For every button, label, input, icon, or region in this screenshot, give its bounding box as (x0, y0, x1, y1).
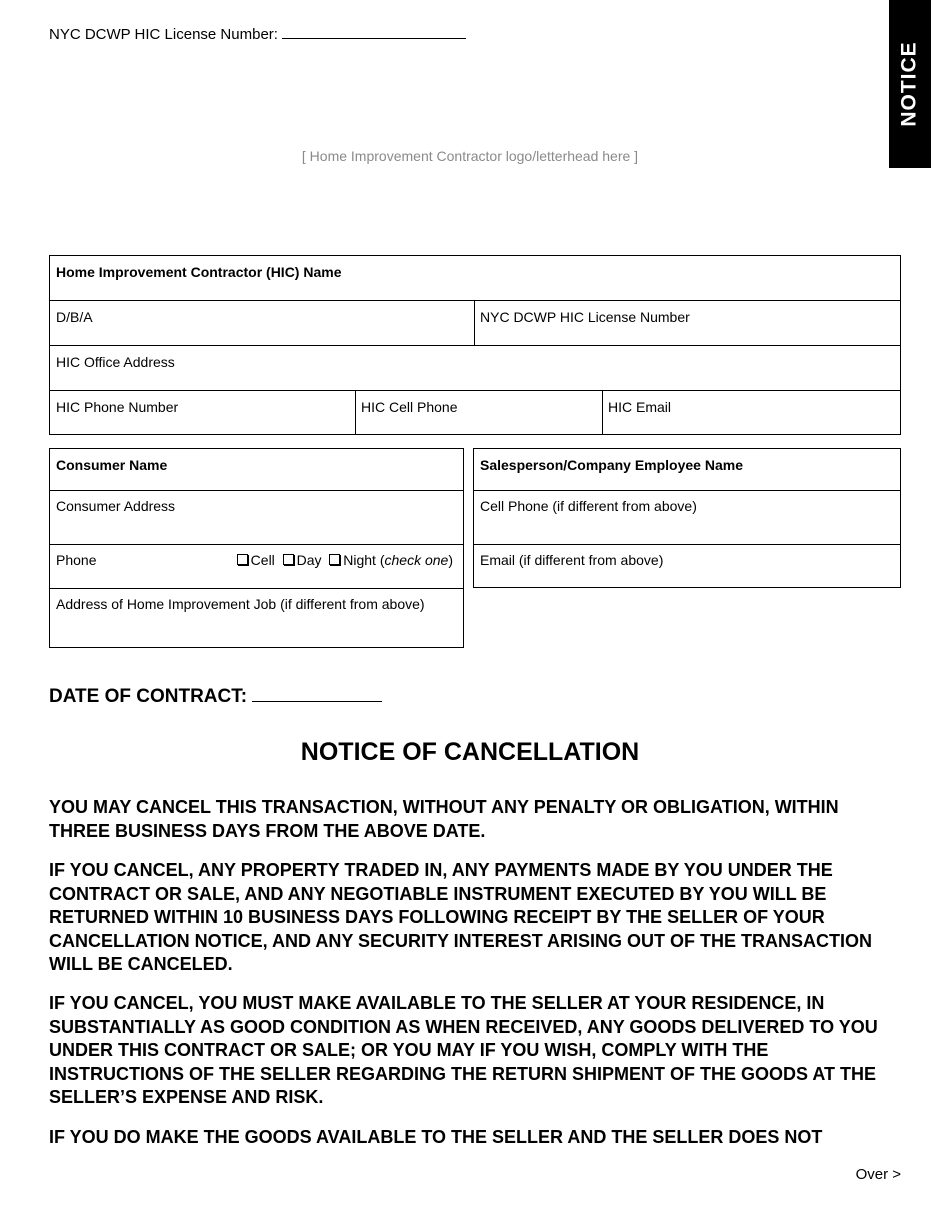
notice-tab (889, 0, 931, 168)
notice-tab-label: NOTICE (898, 41, 921, 127)
license-number-label: NYC DCWP HIC License Number: (49, 26, 278, 43)
over-page-indicator: Over > (855, 1166, 901, 1183)
salesperson-email-field[interactable]: Email (if different from above) (480, 552, 664, 568)
night-checkbox[interactable] (329, 554, 340, 565)
hic-office-address-field[interactable]: HIC Office Address (56, 354, 175, 370)
license-number-blank[interactable] (282, 38, 466, 39)
hic-email-field[interactable]: HIC Email (608, 399, 672, 415)
hic-phone-field[interactable]: HIC Phone Number (56, 399, 179, 415)
consumer-info-table (49, 448, 464, 648)
notice-paragraph-2: IF YOU CANCEL, ANY PROPERTY TRADED IN, ANY PAYMENTS MADE BY YOU UNDER THE CONTRACT OR SALE, AND ANY NEGOTIABLE INSTRUMENT EXECUTED BY YOU WILL BE RETURNED WITHIN 10 BUSINESS DAYS FOLLOWING RECEIPT BY THE SELLER OF YOUR CANCELLATION NOTICE, AND ANY SECURITY INTEREST ARISING OUT OF THE TRANSACTION WILL BE CANCELED. (49, 860, 873, 974)
consumer-address-field[interactable]: Consumer Address (56, 498, 176, 514)
salesperson-info-table (473, 448, 901, 588)
notice-paragraph-3: IF YOU CANCEL, YOU MUST MAKE AVAILABLE TO THE SELLER AT YOUR RESIDENCE, IN SUBSTANTIALLY AS GOOD CONDITION AS WHEN RECEIVED, ANY GOODS DELIVERED TO YOU UNDER THIS CONTRACT OR SALE; OR YOU MAY IF YOU WISH, COMPLY WITH THE INSTRUCTIONS OF THE SELLER REGARDING THE RETURN SHIPMENT OF THE GOODS AT THE SELLER’S EXPENSE AND RISK. (49, 993, 878, 1107)
check-one-close: ) (448, 552, 453, 568)
consumer-name-field[interactable]: Consumer Name (56, 457, 168, 473)
hic-info-table (49, 255, 901, 435)
cell-checkbox[interactable] (237, 554, 248, 565)
date-of-contract (49, 686, 382, 708)
notice-paragraph-1: YOU MAY CANCEL THIS TRANSACTION, WITHOUT ANY PENALTY OR OBLIGATION, WITHIN THREE BUSINESS DAYS FROM THE ABOVE DATE. (49, 797, 839, 841)
salesperson-cell-field[interactable]: Cell Phone (if different from above) (480, 498, 697, 514)
salesperson-name-field[interactable]: Salesperson/Company Employee Name (480, 457, 743, 473)
consumer-phone-field[interactable] (50, 544, 463, 588)
date-of-contract-blank[interactable] (252, 701, 382, 702)
day-checkbox[interactable] (283, 554, 294, 565)
hic-license-field[interactable]: NYC DCWP HIC License Number (480, 309, 690, 325)
license-number-line (49, 26, 466, 43)
day-option-label: Day (296, 552, 322, 568)
notice-paragraph-4: IF YOU DO MAKE THE GOODS AVAILABLE TO THE SELLER AND THE SELLER DOES NOT (49, 1127, 823, 1147)
date-of-contract-label: DATE OF CONTRACT: (49, 686, 248, 707)
phone-type-options (237, 552, 453, 568)
check-one-hint: check one (384, 552, 449, 568)
logo-placeholder: [ Home Improvement Contractor logo/letterhead here ] (301, 148, 639, 164)
dba-field[interactable]: D/B/A (56, 309, 93, 325)
night-option-label: Night ( (343, 552, 385, 568)
cell-option-label: Cell (250, 552, 275, 568)
hic-name-field[interactable]: Home Improvement Contractor (HIC) Name (56, 264, 342, 280)
job-address-field[interactable]: Address of Home Improvement Job (if different from above) (56, 596, 425, 612)
consumer-phone-label: Phone (56, 552, 97, 568)
hic-cell-phone-field[interactable]: HIC Cell Phone (361, 399, 458, 415)
notice-title: NOTICE OF CANCELLATION (300, 738, 640, 766)
